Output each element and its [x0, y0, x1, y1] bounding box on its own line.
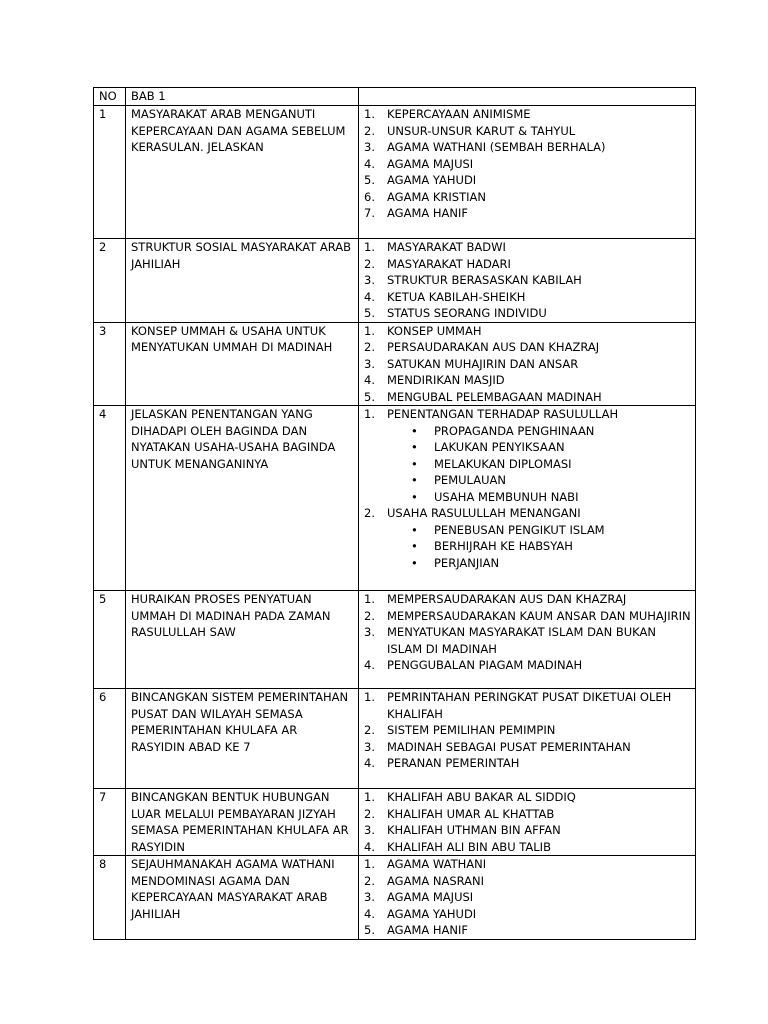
- answer-text: KHALIFAH ABU BAKAR AL SIDDIQ: [387, 790, 576, 804]
- answer-cell: [359, 789, 696, 856]
- answer-text: MENDIRIKAN MASJID: [387, 373, 505, 387]
- answer-text: KEPERCAYAAN ANIMISME: [387, 107, 531, 121]
- answer-cell: [359, 106, 696, 239]
- answer-text: AGAMA WATHANI (SEMBAH BERHALA): [387, 140, 606, 154]
- answer-number: 5.: [364, 389, 375, 404]
- answer-item: [364, 755, 691, 772]
- answer-text: PERANAN PEMERINTAH: [387, 756, 520, 770]
- answer-number: 3.: [364, 823, 375, 837]
- bullet-icon: •: [411, 555, 418, 570]
- answer-text: SISTEM PEMILIHAN PEMIMPIN: [387, 723, 556, 737]
- answer-number: 4.: [364, 756, 375, 770]
- row-number: 3: [94, 322, 126, 406]
- answer-number: 3.: [364, 140, 375, 154]
- answer-item: [364, 689, 691, 722]
- answer-text: KETUA KABILAH-SHEIKH: [387, 289, 526, 304]
- answer-item: [364, 205, 691, 222]
- answer-text: MENGUBAL PELEMBAGAAN MADINAH: [387, 389, 602, 404]
- answer-item: [364, 873, 691, 890]
- header-answer: [359, 88, 696, 106]
- answer-number: 2.: [364, 806, 375, 821]
- answer-text: KHALIFAH ALI BIN ABU TALIB: [387, 839, 551, 854]
- answer-cell: [359, 856, 696, 940]
- header-bab: BAB 1: [126, 88, 359, 106]
- answer-number: 2.: [364, 723, 375, 737]
- bullet-item: [387, 472, 691, 489]
- answer-text: MENYATUKAN MASYARAKAT ISLAM DAN BUKAN ISLAM DI MADINAH: [387, 625, 656, 656]
- bullet-text: BERHIJRAH KE HABSYAH: [434, 539, 573, 553]
- bullet-item: [387, 489, 691, 506]
- answer-text: USAHA RASULULLAH MENANGANI: [387, 506, 581, 520]
- bullet-item: [387, 423, 691, 440]
- table-row: [94, 322, 696, 406]
- row-number: 5: [94, 591, 126, 689]
- answer-item: [364, 139, 691, 156]
- answer-number: 6.: [364, 189, 375, 204]
- answer-number: 1.: [364, 407, 375, 421]
- question-text: KONSEP UMMAH & USAHA UNTUK MENYATUKAN UMMAH DI MADINAH: [126, 322, 359, 406]
- header-no: NO: [94, 88, 126, 106]
- bullet-item: [387, 538, 691, 555]
- answer-text: MEMPERSAUDARAKAN KAUM ANSAR DAN MUHAJIRIN: [387, 608, 691, 623]
- question-table: [93, 87, 696, 940]
- answer-number: 1.: [364, 857, 375, 871]
- answer-item: [364, 906, 691, 923]
- table-row: [94, 591, 696, 689]
- answer-text: UNSUR-UNSUR KARUT & TAHYUL: [387, 123, 576, 138]
- answer-item: [364, 272, 691, 289]
- row-number: 2: [94, 239, 126, 323]
- answer-list: [364, 789, 691, 855]
- answer-text: KHALIFAH UTHMAN BIN AFFAN: [387, 823, 561, 837]
- question-text: BINCANGKAN SISTEM PEMERINTAHAN PUSAT DAN WILAYAH SEMASA PEMERINTAHAN KHULAFA AR RASYIDIN ABAD KE 7: [126, 689, 359, 789]
- answer-item: [364, 123, 691, 140]
- answer-text: STRUKTUR BERASASKAN KABILAH: [387, 273, 582, 287]
- answer-text: AGAMA KRISTIAN: [387, 189, 486, 204]
- answer-item: [364, 505, 691, 571]
- bullet-text: PROPAGANDA PENGHINAAN: [434, 423, 595, 438]
- answer-item: [364, 406, 691, 505]
- answer-text: MEMPERSAUDARAKAN AUS DAN KHAZRAJ: [387, 592, 627, 606]
- answer-cell: [359, 689, 696, 789]
- answer-text: STATUS SEORANG INDIVIDU: [387, 306, 547, 320]
- answer-item: [364, 922, 691, 939]
- answer-item: [364, 839, 691, 856]
- answer-number: 2.: [364, 256, 375, 271]
- answer-number: 4.: [364, 906, 375, 921]
- bullet-text: PENEBUSAN PENGIKUT ISLAM: [434, 522, 605, 537]
- bullet-text: LAKUKAN PENYIKSAAN: [434, 440, 565, 454]
- answer-item: [364, 339, 691, 356]
- answer-list: [364, 591, 691, 674]
- answer-item: [364, 189, 691, 206]
- answer-number: 1.: [364, 592, 375, 606]
- answer-item: [364, 239, 691, 256]
- answer-item: [364, 305, 691, 322]
- answer-item: [364, 591, 691, 608]
- answer-item: [364, 356, 691, 373]
- answer-item: [364, 289, 691, 306]
- answer-text: AGAMA YAHUDI: [387, 906, 477, 921]
- bullet-icon: •: [411, 539, 418, 553]
- bullet-icon: •: [411, 522, 418, 537]
- answer-item: [364, 657, 691, 674]
- answer-number: 1.: [364, 690, 375, 704]
- answer-list: [364, 239, 691, 322]
- bullet-text: PEMULAUAN: [434, 473, 506, 487]
- bullet-item: [387, 555, 691, 572]
- answer-text: AGAMA MAJUSI: [387, 890, 474, 904]
- answer-text: AGAMA YAHUDI: [387, 173, 477, 187]
- bullet-icon: •: [411, 489, 418, 504]
- question-text: BINCANGKAN BENTUK HUBUNGAN LUAR MELALUI PEMBAYARAN JIZYAH SEMASA PEMERINTAHAN KHULAFA AR RASYIDIN: [126, 789, 359, 856]
- answer-number: 2.: [364, 340, 375, 354]
- bullet-text: USAHA MEMBUNUH NABI: [434, 489, 579, 504]
- answer-number: 3.: [364, 625, 375, 639]
- answer-item: [364, 256, 691, 273]
- answer-text: KONSEP UMMAH: [387, 323, 482, 338]
- answer-item: [364, 106, 691, 123]
- answer-item: [364, 889, 691, 906]
- question-text: SEJAUHMANAKAH AGAMA WATHANI MENDOMINASI AGAMA DAN KEPERCAYAAN MASYARAKAT ARAB JAHILIAH: [126, 856, 359, 940]
- row-number: 4: [94, 406, 126, 591]
- bullet-icon: •: [411, 456, 418, 471]
- answer-text: MADINAH SEBAGAI PUSAT PEMERINTAHAN: [387, 739, 631, 754]
- answer-text: MASYARAKAT BADWI: [387, 240, 506, 254]
- answer-number: 3.: [364, 739, 375, 754]
- answer-list: [364, 406, 691, 571]
- table-row: [94, 789, 696, 856]
- answer-item: [364, 172, 691, 189]
- table-row: [94, 689, 696, 789]
- answer-number: 1.: [364, 323, 375, 338]
- answer-number: 1.: [364, 107, 375, 121]
- answer-number: 5.: [364, 306, 375, 320]
- bullet-icon: •: [411, 440, 418, 454]
- answer-item: [364, 624, 691, 657]
- answer-cell: [359, 322, 696, 406]
- answer-item: [364, 323, 691, 340]
- answer-number: 1.: [364, 240, 375, 254]
- answer-item: [364, 722, 691, 739]
- table-header-row: [94, 88, 696, 106]
- answer-text: AGAMA HANIF: [387, 206, 469, 220]
- answer-list: [364, 106, 691, 222]
- answer-text: MASYARAKAT HADARI: [387, 256, 511, 271]
- answer-number: 4.: [364, 156, 375, 171]
- bullet-item: [387, 522, 691, 539]
- answer-text: AGAMA NASRANI: [387, 873, 485, 888]
- answer-cell: [359, 239, 696, 323]
- bullet-text: MELAKUKAN DIPLOMASI: [434, 456, 572, 471]
- answer-text: AGAMA WATHANI: [387, 857, 487, 871]
- answer-cell: [359, 406, 696, 591]
- answer-number: 3.: [364, 273, 375, 287]
- answer-text: SATUKAN MUHAJIRIN DAN ANSAR: [387, 356, 579, 371]
- answer-number: 5.: [364, 173, 375, 187]
- bullet-icon: •: [411, 473, 418, 487]
- answer-item: [364, 822, 691, 839]
- answer-list: [364, 689, 691, 772]
- bullet-list: [387, 423, 691, 506]
- answer-item: [364, 856, 691, 873]
- bullet-item: [387, 456, 691, 473]
- answer-item: [364, 372, 691, 389]
- answer-number: 5.: [364, 923, 375, 937]
- answer-text: PERSAUDARAKAN AUS DAN KHAZRAJ: [387, 340, 600, 354]
- bullet-item: [387, 439, 691, 456]
- answer-number: 3.: [364, 890, 375, 904]
- answer-number: 7.: [364, 206, 375, 220]
- question-text: HURAIKAN PROSES PENYATUAN UMMAH DI MADINAH PADA ZAMAN RASULULLAH SAW: [126, 591, 359, 689]
- answer-list: [364, 323, 691, 406]
- answer-number: 2.: [364, 608, 375, 623]
- answer-item: [364, 789, 691, 806]
- answer-item: [364, 156, 691, 173]
- answer-number: 1.: [364, 790, 375, 804]
- answer-number: 4.: [364, 289, 375, 304]
- answer-number: 4.: [364, 839, 375, 854]
- row-number: 6: [94, 689, 126, 789]
- question-text: JELASKAN PENENTANGAN YANG DIHADAPI OLEH BAGINDA DAN NYATAKAN USAHA-USAHA BAGINDA UNTUK MENANGANINYA: [126, 406, 359, 591]
- row-number: 8: [94, 856, 126, 940]
- bullet-icon: •: [411, 423, 418, 438]
- answer-number: 2.: [364, 123, 375, 138]
- row-number: 7: [94, 789, 126, 856]
- bullet-list: [387, 522, 691, 572]
- answer-text: PENENTANGAN TERHADAP RASULULLAH: [387, 407, 619, 421]
- answer-text: PEMRINTAHAN PERINGKAT PUSAT DIKETUAI OLEH KHALIFAH: [387, 690, 672, 721]
- answer-item: [364, 389, 691, 406]
- answer-item: [364, 739, 691, 756]
- table-row: [94, 239, 696, 323]
- question-text: STRUKTUR SOSIAL MASYARAKAT ARAB JAHILIAH: [126, 239, 359, 323]
- answer-item: [364, 806, 691, 823]
- answer-number: 4.: [364, 658, 375, 672]
- table-row: [94, 856, 696, 940]
- answer-number: 3.: [364, 356, 375, 371]
- answer-number: 2.: [364, 873, 375, 888]
- bullet-text: PERJANJIAN: [434, 555, 500, 570]
- answer-number: 4.: [364, 373, 375, 387]
- question-text: MASYARAKAT ARAB MENGANUTI KEPERCAYAAN DAN AGAMA SEBELUM KERASULAN. JELASKAN: [126, 106, 359, 239]
- answer-list: [364, 856, 691, 939]
- table-row: [94, 106, 696, 239]
- answer-item: [364, 608, 691, 625]
- answer-cell: [359, 591, 696, 689]
- answer-number: 2.: [364, 506, 375, 520]
- row-number: 1: [94, 106, 126, 239]
- answer-text: AGAMA MAJUSI: [387, 156, 474, 171]
- answer-text: PENGGUBALAN PIAGAM MADINAH: [387, 658, 583, 672]
- answer-text: KHALIFAH UMAR AL KHATTAB: [387, 806, 555, 821]
- table-row: [94, 406, 696, 591]
- answer-text: AGAMA HANIF: [387, 923, 469, 937]
